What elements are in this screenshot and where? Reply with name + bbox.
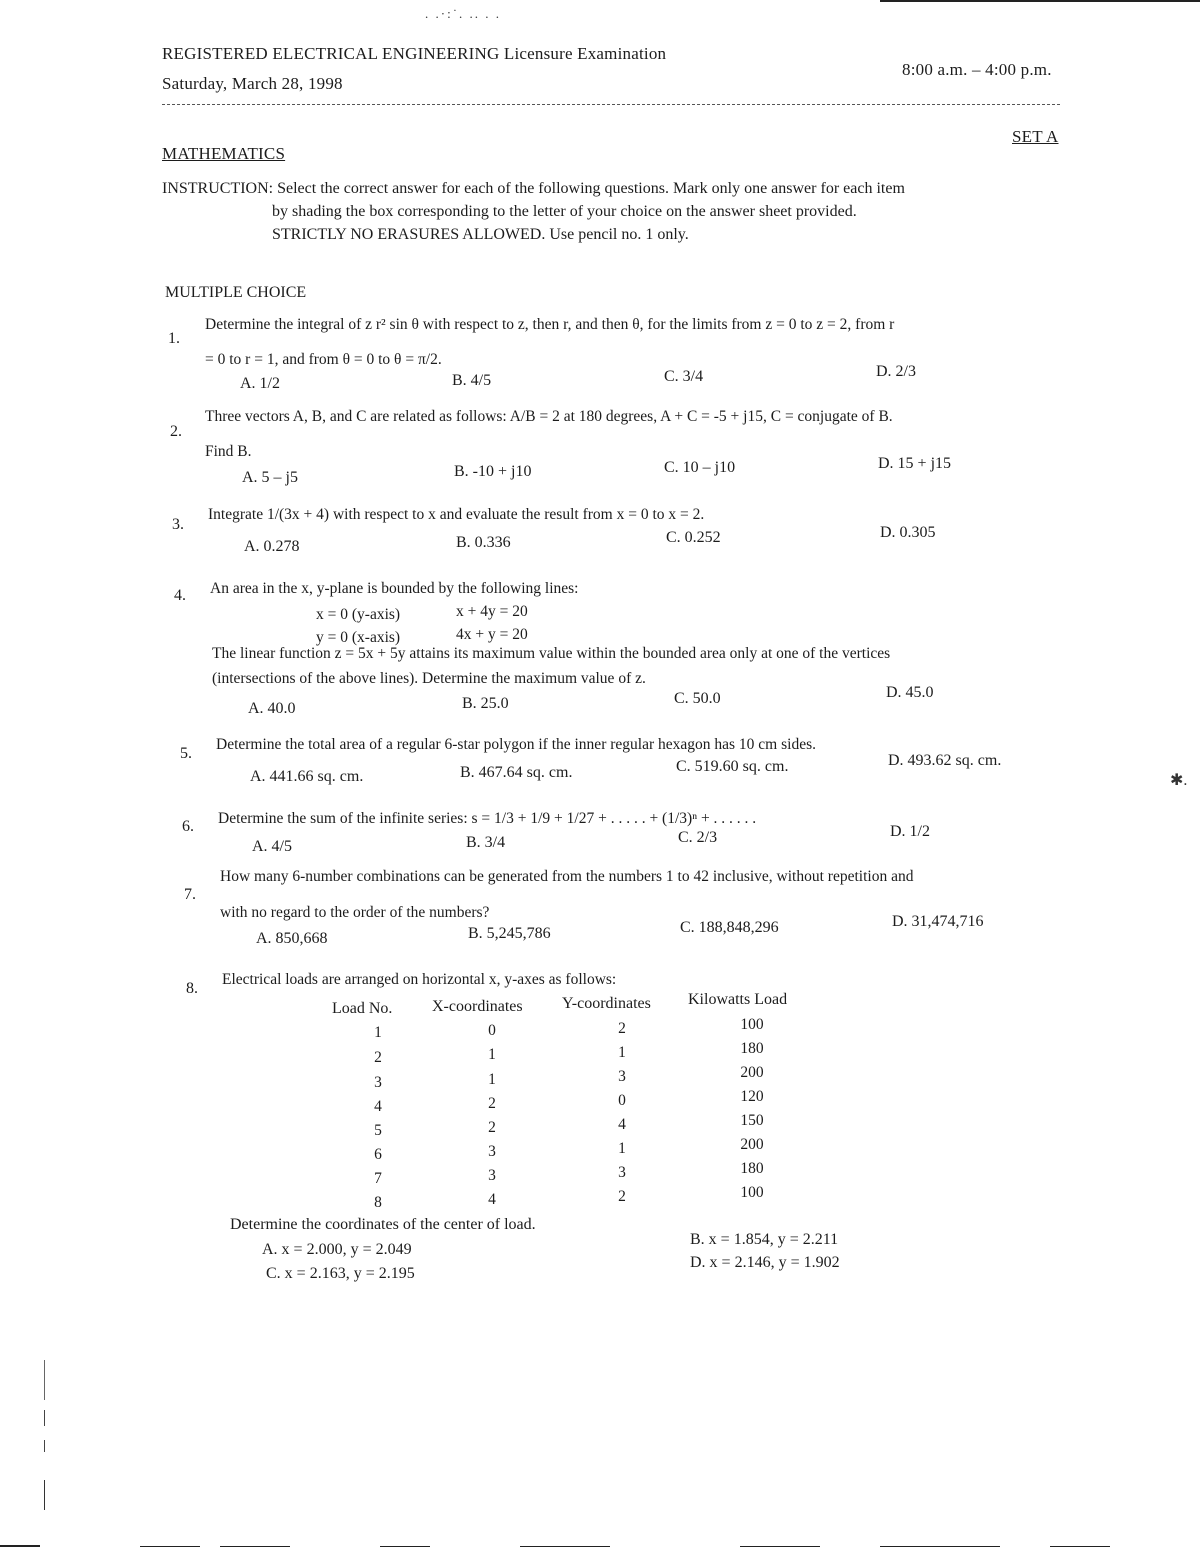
table-cell-x: 4 — [488, 1191, 496, 1208]
question-number: 1. — [168, 330, 180, 347]
option-d: D. 45.0 — [886, 684, 934, 701]
table-cell-y: 0 — [618, 1092, 626, 1109]
option-b: B. 4/5 — [452, 372, 492, 389]
exam-title: REGISTERED ELECTRICAL ENGINEERING Licensure Examination — [162, 44, 667, 63]
scan-edge-line-bottom — [520, 1546, 610, 1547]
question-text: Electrical loads are arranged on horizontal x, y-axes as follows: — [222, 971, 617, 988]
question-text: Determine the sum of the infinite series: s = 1/3 + 1/9 + 1/27 + . . . . . + (1/3)ⁿ + . . . . . . — [218, 810, 757, 827]
instruction-line-1: INSTRUCTION: Select the correct answer for each of the following questions. Mark only one answer for each item — [162, 180, 905, 197]
table-cell-y: 3 — [618, 1164, 626, 1181]
option-c: C. 188,848,296 — [680, 919, 779, 936]
option-d: D. 493.62 sq. cm. — [888, 752, 1002, 769]
option-d: D. 31,474,716 — [892, 913, 984, 930]
table-header-load-no: Load No. — [332, 1000, 393, 1017]
option-b: B. 467.64 sq. cm. — [460, 764, 573, 781]
option-d: D. 1/2 — [890, 823, 930, 840]
question-text: The linear function z = 5x + 5y attains its maximum value within the bounded area only at one of the vertices — [212, 645, 891, 662]
table-cell-load: 6 — [374, 1146, 382, 1163]
option-c: C. 10 – j10 — [664, 459, 736, 476]
table-cell-kw: 120 — [740, 1088, 764, 1105]
scan-edge-line-top — [880, 0, 1200, 2]
question-number: 3. — [172, 516, 184, 533]
table-cell-load: 4 — [374, 1098, 382, 1115]
option-b: B. x = 1.854, y = 2.211 — [690, 1231, 839, 1248]
scan-margin-mark-left — [44, 1360, 45, 1400]
instruction-line-2: by shading the box corresponding to the letter of your choice on the answer sheet provided. — [272, 203, 857, 220]
question-text: Determine the integral of z r² sin θ with respect to z, then r, and then θ, for the limits from z = 0 to z = 2, from r — [205, 316, 895, 333]
question-text: = 0 to r = 1, and from θ = 0 to θ = π/2. — [205, 351, 442, 368]
question-prompt: Determine the coordinates of the center of load. — [230, 1216, 536, 1233]
question-text: Determine the total area of a regular 6-star polygon if the inner regular hexagon has 10 cm sides. — [216, 736, 816, 753]
scan-edge-line-bottom — [0, 1545, 40, 1547]
option-d: D. 0.305 — [880, 524, 936, 541]
scan-margin-mark-left — [44, 1480, 45, 1510]
exam-time: 8:00 a.m. – 4:00 p.m. — [902, 60, 1052, 79]
equation-2b: 4x + y = 20 — [456, 626, 528, 643]
table-cell-load: 7 — [374, 1170, 382, 1187]
option-c: C. 2/3 — [678, 829, 718, 846]
scan-edge-line-bottom — [380, 1546, 430, 1547]
option-c: C. 50.0 — [674, 690, 721, 707]
scan-margin-mark-left — [44, 1410, 45, 1426]
equation-1b: x + 4y = 20 — [456, 603, 528, 620]
table-cell-kw: 180 — [740, 1040, 764, 1057]
table-cell-x: 3 — [488, 1143, 496, 1160]
equation-2a: y = 0 (x-axis) — [316, 629, 401, 646]
table-cell-y: 2 — [618, 1020, 626, 1037]
table-cell-y: 1 — [618, 1140, 626, 1157]
table-cell-kw: 180 — [740, 1160, 764, 1177]
question-text: How many 6-number combinations can be generated from the numbers 1 to 42 inclusive, without repetition and — [220, 868, 914, 885]
scan-margin-mark-left — [44, 1440, 45, 1452]
table-cell-y: 3 — [618, 1068, 626, 1085]
option-a: A. 850,668 — [256, 930, 328, 947]
header-divider — [162, 104, 1060, 105]
scan-edge-line-bottom — [220, 1546, 290, 1547]
scan-edge-line-bottom — [1050, 1546, 1110, 1547]
option-c: C. x = 2.163, y = 2.195 — [266, 1265, 415, 1282]
option-b: B. 0.336 — [456, 534, 511, 551]
table-cell-x: 1 — [488, 1071, 496, 1088]
equation-1a: x = 0 (y-axis) — [316, 606, 401, 623]
option-c: C. 3/4 — [664, 368, 704, 385]
table-cell-kw: 200 — [740, 1136, 764, 1153]
table-cell-kw: 100 — [740, 1184, 764, 1201]
set-label: SET A — [1012, 127, 1059, 146]
table-cell-x: 0 — [488, 1022, 496, 1039]
table-cell-y: 2 — [618, 1188, 626, 1205]
option-c: C. 0.252 — [666, 529, 721, 546]
table-cell-kw: 100 — [740, 1016, 764, 1033]
question-number: 4. — [174, 587, 186, 604]
exam-date: Saturday, March 28, 1998 — [162, 74, 343, 93]
table-cell-load: 8 — [374, 1194, 382, 1211]
instruction-line-3: STRICTLY NO ERASURES ALLOWED. Use pencil no. 1 only. — [272, 226, 689, 243]
option-b: B. -10 + j10 — [454, 463, 532, 480]
section-title: MULTIPLE CHOICE — [165, 284, 307, 301]
question-number: 2. — [170, 423, 182, 440]
table-cell-x: 2 — [488, 1095, 496, 1112]
option-a: A. 4/5 — [252, 838, 292, 855]
option-a: A. x = 2.000, y = 2.049 — [262, 1241, 412, 1258]
table-cell-load: 3 — [374, 1074, 382, 1091]
table-cell-y: 1 — [618, 1044, 626, 1061]
scan-smudge-right: ✱. — [1170, 772, 1188, 789]
scan-edge-line-bottom — [880, 1546, 1000, 1547]
scan-edge-line-bottom — [140, 1546, 200, 1547]
question-number: 8. — [186, 980, 198, 997]
table-cell-x: 1 — [488, 1046, 496, 1063]
scan-smudge-top: . .·:˙. .. . . — [425, 6, 502, 21]
option-a: A. 1/2 — [240, 375, 280, 392]
question-text: with no regard to the order of the numbers? — [220, 904, 490, 921]
option-d: D. 2/3 — [876, 363, 916, 380]
subject-title: MATHEMATICS — [162, 144, 286, 163]
table-header-y: Y-coordinates — [562, 995, 651, 1012]
table-cell-load: 2 — [374, 1049, 382, 1066]
option-b: B. 25.0 — [462, 695, 509, 712]
option-b: B. 5,245,786 — [468, 925, 551, 942]
option-a: A. 0.278 — [244, 538, 300, 555]
question-text: Integrate 1/(3x + 4) with respect to x and evaluate the result from x = 0 to x = 2. — [208, 506, 705, 523]
option-b: B. 3/4 — [466, 834, 506, 851]
table-cell-load: 5 — [374, 1122, 382, 1139]
question-text: An area in the x, y-plane is bounded by the following lines: — [210, 580, 579, 597]
table-cell-kw: 150 — [740, 1112, 764, 1129]
table-cell-kw: 200 — [740, 1064, 764, 1081]
option-a: A. 441.66 sq. cm. — [250, 768, 364, 785]
option-c: C. 519.60 sq. cm. — [676, 758, 789, 775]
option-a: A. 5 – j5 — [242, 469, 298, 486]
question-number: 6. — [182, 818, 194, 835]
table-header-x: X-coordinates — [432, 998, 523, 1015]
question-number: 7. — [184, 886, 196, 903]
option-d: D. 15 + j15 — [878, 455, 952, 472]
question-text: Find B. — [205, 443, 252, 460]
question-text: Three vectors A, B, and C are related as follows: A/B = 2 at 180 degrees, A + C = -5 + j15, C = conjugate of B. — [205, 408, 893, 425]
option-a: A. 40.0 — [248, 700, 296, 717]
question-number: 5. — [180, 745, 192, 762]
table-cell-load: 1 — [374, 1024, 382, 1041]
table-cell-x: 3 — [488, 1167, 496, 1184]
table-cell-x: 2 — [488, 1119, 496, 1136]
question-text: (intersections of the above lines). Determine the maximum value of z. — [212, 670, 646, 687]
option-d: D. x = 2.146, y = 1.902 — [690, 1254, 840, 1271]
scan-edge-line-bottom — [740, 1546, 820, 1547]
table-header-kw: Kilowatts Load — [688, 991, 788, 1008]
table-cell-y: 4 — [618, 1116, 626, 1133]
